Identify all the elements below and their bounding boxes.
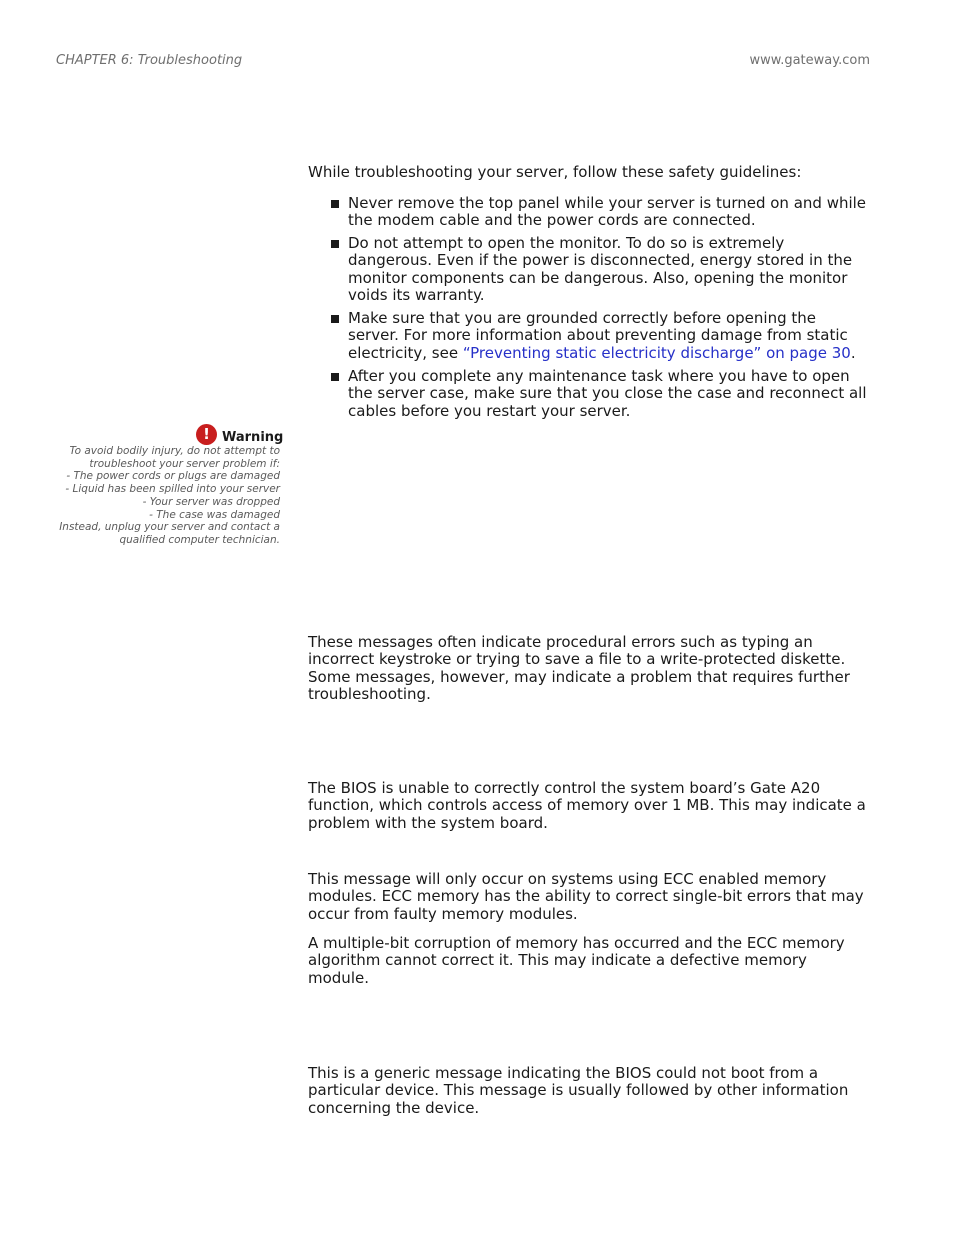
list-item <box>331 235 871 305</box>
website-header: www.gateway.com <box>749 53 870 68</box>
bullet-icon <box>331 200 339 208</box>
bullet-text: Never remove the top panel while your server is turned on and while the modem cable and the power cords are connected. <box>348 194 867 230</box>
bullet-text: After you complete any maintenance task where you have to open the server case, make sure that you close the case and reconnect all cables before you restart your server. <box>348 367 867 420</box>
messages-intro-paragraph: These messages often indicate procedural errors such as typing an incorrect keystroke or trying to save a file to a write-protected diskette. Some messages, however, may indicate a problem that requires further troubleshooting. <box>308 633 850 704</box>
bullet-icon <box>331 240 339 248</box>
bullet-icon <box>331 315 339 323</box>
safety-intro: While troubleshooting your server, follow these safety guidelines: <box>308 163 802 181</box>
gate-a20-paragraph: The BIOS is unable to correctly control the system board’s Gate A20 function, which controls access of memory over 1 MB. This may indicate a problem with the system board. <box>308 779 866 832</box>
warning-line: - Your server was dropped <box>142 495 280 508</box>
warning-line: troubleshoot your server problem if: <box>89 457 280 470</box>
warning-line: - The case was damaged <box>149 508 280 521</box>
bullet-suffix: . <box>850 343 856 362</box>
list-item <box>331 195 871 230</box>
ecc-paragraph-2: A multiple-bit corruption of memory has occurred and the ECC memory algorithm cannot correct it. This may indicate a defective memory module. <box>308 934 845 987</box>
boot-failure-paragraph: This is a generic message indicating the BIOS could not boot from a particular device. This message is usually followed by other information concerning the device. <box>308 1064 849 1117</box>
bullet-text-with-link <box>348 310 871 362</box>
warning-line: Instead, unplug your server and contact a <box>59 521 280 534</box>
bullet-text: Do not attempt to open the monitor. To do so is extremely dangerous. Even if the power is disconnected, energy stored in the monitor components can be dangerous. Also, opening the monitor voids its warranty. <box>348 234 853 305</box>
chapter-header: CHAPTER 6: Troubleshooting <box>56 53 243 68</box>
static-discharge-link[interactable]: “Preventing static electricity discharge” on page 30 <box>462 343 851 362</box>
warning-title: Warning <box>222 430 284 445</box>
warning-heading <box>196 424 286 446</box>
ecc-paragraph-1: This message will only occur on systems using ECC enabled memory modules. ECC memory has the ability to correct single-bit errors that may occur from faulty memory modules. <box>308 870 864 923</box>
warning-line: - Liquid has been spilled into your server <box>65 483 280 496</box>
warning-line: qualified computer technician. <box>119 533 280 546</box>
bullet-icon <box>331 373 339 381</box>
bullet-text: Make sure that you are grounded correctly before opening the server. For more information about preventing damage from static electricity, see <box>348 309 848 362</box>
list-item <box>331 310 871 362</box>
warning-line: - The power cords or plugs are damaged <box>66 470 280 483</box>
warning-text <box>59 445 280 547</box>
list-item <box>331 368 871 420</box>
warning-icon: ! <box>196 424 217 445</box>
warning-line: To avoid bodily injury, do not attempt to <box>69 445 280 457</box>
